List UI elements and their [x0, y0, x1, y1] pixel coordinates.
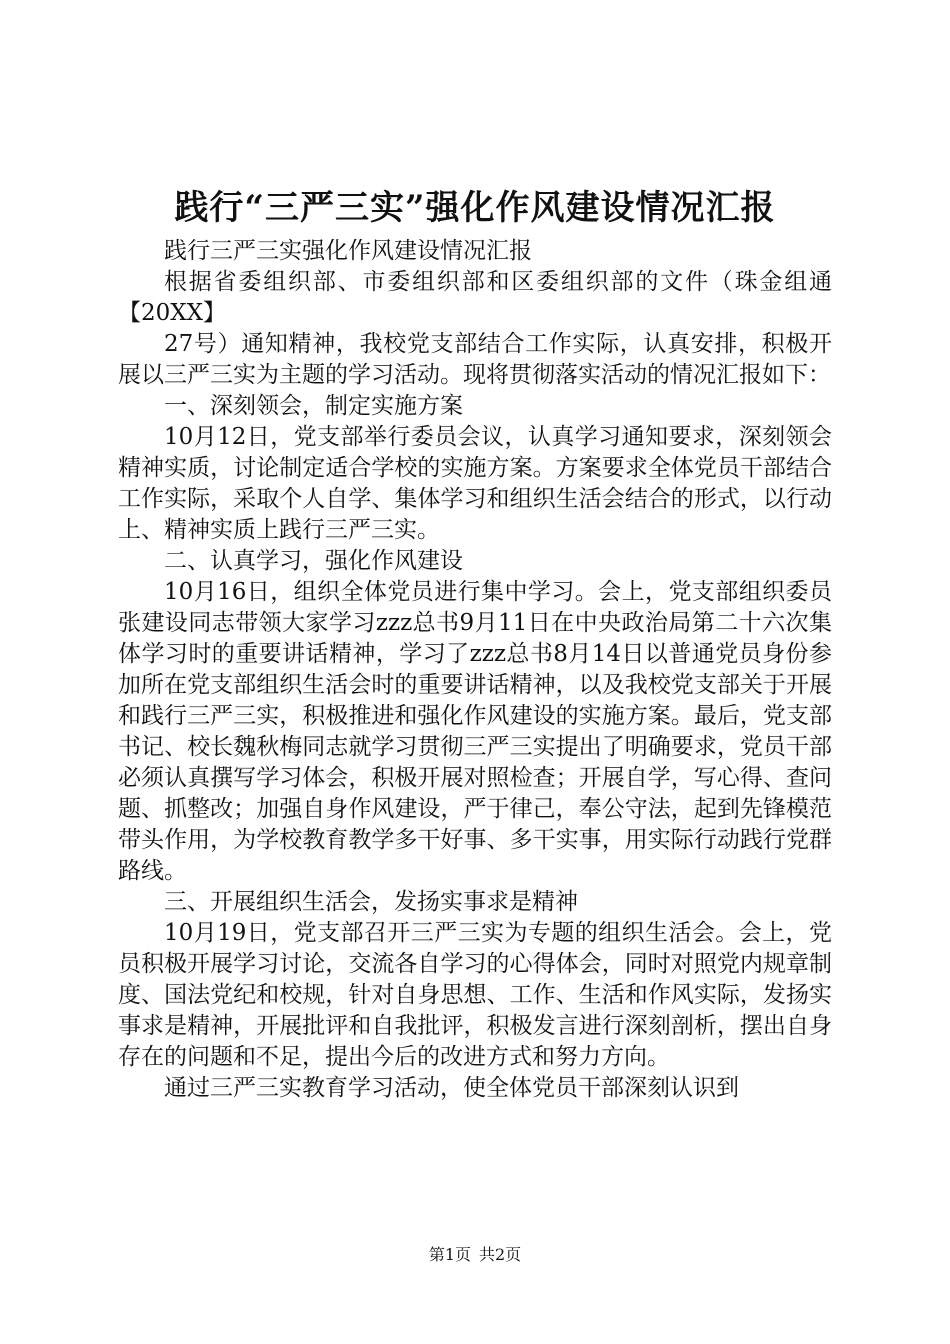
document-body	[118, 236, 832, 1104]
body-paragraph: 10月12日，党支部举行委员会议，认真学习通知要求，深刻领会精神实质，讨论制定适合学校的实施方案。方案要求全体党员干部结合工作实际，采取个人自学、集体学习和组织生活会结合的形式，以行动上、精神实质上践行三严三实。	[118, 424, 832, 543]
section-heading: 二、认真学习，强化作风建设	[164, 548, 463, 574]
page-footer	[0, 1245, 950, 1265]
page-count: 共2页	[479, 1245, 522, 1264]
section-heading: 三、开展组织生活会，发扬实事求是精神	[164, 889, 578, 915]
body-paragraph: 10月16日，组织全体党员进行集中学习。会上，党支部组织委员张建设同志带领大家学习zzz总书9月11日在中央政治局第二十六次集体学习时的重要讲话精神，学习了zzz总书8月14日以普通党员身份参加所在党支部组织生活会时的重要讲话精神，以及我校党支部关于开展和践行三严三实，积极推进和强化作风建设的实施方案。最后，党支部书记、校长魏秋梅同志就学习贯彻三严三实提出了明确要求，党员干部必须认真撰写学习体会，积极开展对照检查；开展自学，写心得、查问题、抓整改；加强自身作风建设，严于律己，奉公守法，起到先锋模范带头作用，为学校教育教学多干好事、多干实事，用实际行动践行党群路线。	[118, 579, 832, 884]
body-paragraph: 27号）通知精神，我校党支部结合工作实际，认真安排，积极开展以三严三实为主题的学习活动。现将贯彻落实活动的情况汇报如下：	[118, 331, 832, 388]
document-title: 践行“三严三实”强化作风建设情况汇报	[174, 188, 776, 228]
body-paragraph: 10月19日，党支部召开三严三实为专题的组织生活会。会上，党员积极开展学习讨论，交流各自学习的心得体会，同时对照党内规章制度、国法党纪和校规，针对自身思想、工作、生活和作风实际，发扬实事求是精神，开展批评和自我批评，积极发言进行深刻剖析，摆出自身存在的问题和不足，提出今后的改进方式和努力方向。	[118, 920, 832, 1070]
page-number: 第1页	[428, 1245, 471, 1264]
body-paragraph: 践行三严三实强化作风建设情况汇报	[164, 238, 532, 264]
body-paragraph: 根据省委组织部、市委组织部和区委组织部的文件（珠金组通【20XX】	[118, 269, 832, 326]
body-paragraph: 通过三严三实教育学习活动，使全体党员干部深刻认识到	[164, 1075, 739, 1101]
section-heading: 一、深刻领会，制定实施方案	[164, 393, 463, 419]
